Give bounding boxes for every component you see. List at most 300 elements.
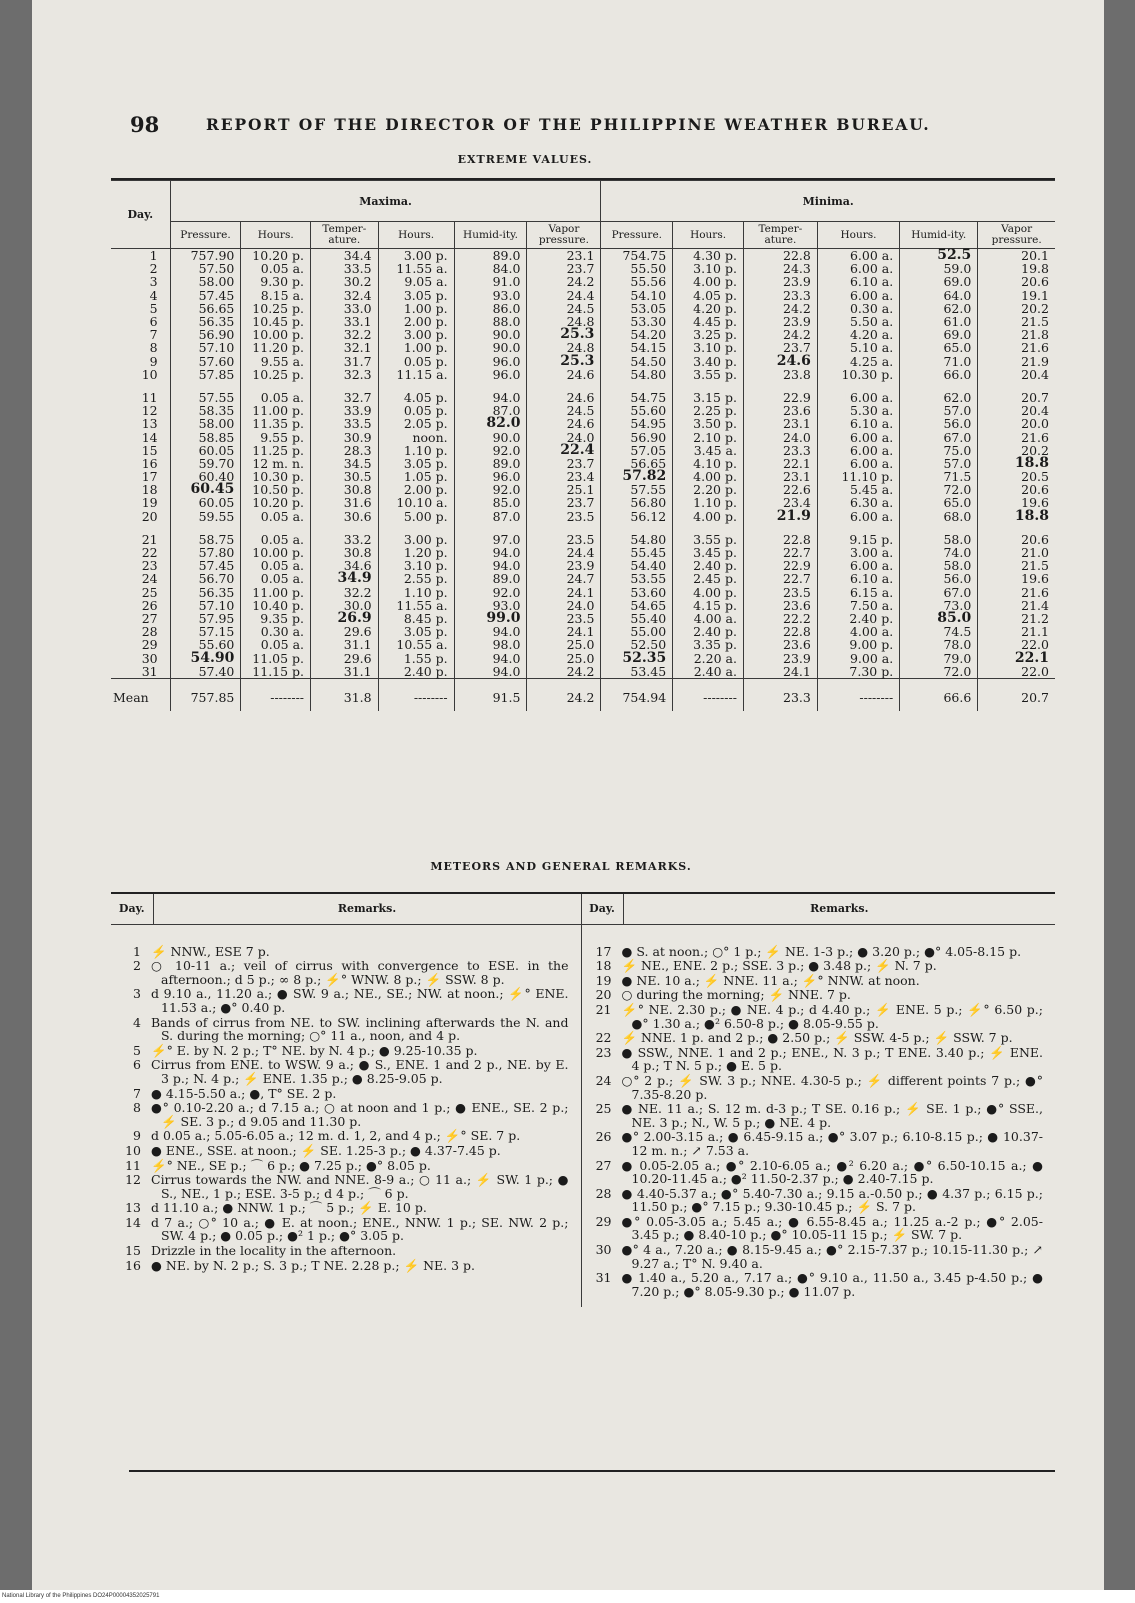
value-cell: 53.45 xyxy=(601,665,673,679)
remark-entry xyxy=(582,1159,1056,1186)
value-cell: 22.7 xyxy=(743,546,817,559)
value-cell: 23.9 xyxy=(527,559,601,572)
value-cell: 97.0 xyxy=(454,533,527,546)
remark-day: 8 xyxy=(133,1100,141,1116)
value-cell: 22.0 xyxy=(978,638,1055,651)
value-cell: 1.55 p. xyxy=(378,651,454,664)
value-cell: 25.0 xyxy=(527,651,601,664)
extreme-values-table xyxy=(111,180,1055,711)
remark-entry xyxy=(111,987,581,1014)
value-cell: 23.7 xyxy=(527,457,601,470)
remark-entry xyxy=(582,1271,1056,1298)
value-cell: 11.15 p. xyxy=(241,665,311,679)
value-cell: 55.60 xyxy=(601,404,673,417)
value-cell: 58.00 xyxy=(170,417,241,430)
value-cell: 10.25 p. xyxy=(241,368,311,391)
value-cell: 33.9 xyxy=(311,404,379,417)
value-cell: 24.6 xyxy=(527,391,601,404)
value-cell: 23.4 xyxy=(743,496,817,509)
remarks-table xyxy=(111,894,1055,1307)
value-cell: 23.6 xyxy=(743,599,817,612)
value-cell: 64.0 xyxy=(900,289,978,302)
value-cell: 57.95 xyxy=(170,612,241,625)
value-cell: 10.20 p. xyxy=(241,249,311,263)
value-cell: 60.40 xyxy=(170,470,241,483)
value-cell: 54.80 xyxy=(601,368,673,391)
value-cell: 23.3 xyxy=(743,444,817,457)
value-cell: 4.05 p. xyxy=(673,289,744,302)
table-row xyxy=(111,599,1055,612)
table-row xyxy=(111,355,1055,368)
value-cell: 65.0 xyxy=(900,341,978,354)
scan-footer-bar xyxy=(0,1590,1135,1603)
remark-day: 12 xyxy=(125,1172,141,1188)
value-cell: 10.20 p. xyxy=(241,496,311,509)
day-cell: 6 xyxy=(149,314,158,330)
value-cell: 7.30 p. xyxy=(817,665,899,679)
value-cell: 25.1 xyxy=(527,483,601,496)
day-cell: 18 xyxy=(141,482,158,498)
value-cell: 2.00 p. xyxy=(378,315,454,328)
day-cell: 24 xyxy=(141,571,158,587)
value-cell: 32.3 xyxy=(311,368,379,391)
value-cell: 87.0 xyxy=(454,510,527,533)
value-cell: 24.8 xyxy=(527,341,601,354)
remark-entry xyxy=(582,974,1056,988)
value-cell: 31.7 xyxy=(311,355,379,368)
value-cell: 67.0 xyxy=(900,430,978,443)
value-cell: 20.5 xyxy=(978,470,1055,483)
value-cell: 96.0 xyxy=(454,355,527,368)
value-cell: 24.0 xyxy=(527,430,601,443)
value-cell: 19.8 xyxy=(978,262,1055,275)
value-cell: 30.8 xyxy=(311,483,379,496)
value-cell: 59.55 xyxy=(170,510,241,533)
value-cell: 52.35 xyxy=(601,651,673,664)
value-cell: 57.50 xyxy=(170,262,241,275)
remark-entry xyxy=(111,1044,581,1058)
value-cell: 24.5 xyxy=(527,302,601,315)
remark-day: 27 xyxy=(595,1157,612,1173)
value-cell: 55.40 xyxy=(601,612,673,625)
column-header: Pressure. xyxy=(601,222,673,249)
value-cell: 23.7 xyxy=(527,262,601,275)
value-cell: 3.00 p. xyxy=(378,533,454,546)
value-cell: 0.05 a. xyxy=(241,533,311,546)
value-cell: 20.4 xyxy=(978,368,1055,391)
value-cell: 84.0 xyxy=(454,262,527,275)
maxima-header: Maxima. xyxy=(170,181,601,222)
value-cell: 23.1 xyxy=(743,470,817,483)
value-cell: 10.50 p. xyxy=(241,483,311,496)
value-cell: 23.5 xyxy=(527,510,601,533)
remarks-day-header-right: Day. xyxy=(581,894,623,924)
mean-value: 754.94 xyxy=(601,678,673,711)
value-cell: 18.8 xyxy=(978,457,1055,470)
page-number: 98 xyxy=(130,112,160,137)
remark-entry xyxy=(111,1259,581,1273)
value-cell: 75.0 xyxy=(900,444,978,457)
value-cell: 71.5 xyxy=(900,470,978,483)
value-cell: 30.9 xyxy=(311,430,379,443)
day-cell: 22 xyxy=(141,545,158,561)
value-cell: 0.30 a. xyxy=(241,625,311,638)
day-cell: 30 xyxy=(141,650,158,666)
value-cell: 4.20 p. xyxy=(673,302,744,315)
value-cell: 10.45 p. xyxy=(241,315,311,328)
value-cell: 20.6 xyxy=(978,533,1055,546)
remark-entry xyxy=(111,1144,581,1158)
value-cell: 0.05 a. xyxy=(241,391,311,404)
remark-text: ○ during the morning; ⚡ NNE. 7 p. xyxy=(621,987,851,1003)
day-cell: 16 xyxy=(141,455,158,471)
day-cell: 19 xyxy=(141,495,158,511)
value-cell: 1.05 p. xyxy=(378,470,454,483)
remark-day: 16 xyxy=(125,1257,141,1273)
column-header: Pressure. xyxy=(170,222,241,249)
value-cell: 2.40 p. xyxy=(378,665,454,679)
value-cell: 5.10 a. xyxy=(817,341,899,354)
remark-day: 11 xyxy=(125,1157,141,1173)
value-cell: 21.6 xyxy=(978,341,1055,354)
remark-day: 7 xyxy=(133,1085,141,1101)
value-cell: 21.4 xyxy=(978,599,1055,612)
value-cell: 55.45 xyxy=(601,546,673,559)
remark-day: 23 xyxy=(595,1044,612,1060)
value-cell: 3.35 p. xyxy=(673,638,744,651)
column-header: Hours. xyxy=(817,222,899,249)
value-cell: 21.9 xyxy=(978,355,1055,368)
value-cell: 3.45 a. xyxy=(673,444,744,457)
day-cell: 29 xyxy=(141,637,158,653)
mean-value: 66.6 xyxy=(900,678,978,711)
remark-entry xyxy=(111,959,581,986)
remark-text: ● 0.05-2.05 a.; ●° 2.10-6.05 a.; ●² 6.20 a.; ●° 6.50-10.15 a.; ● 10.20-11.45 a.; ●² 11.50-2.37 p.; ● 2.40-7.15 p. xyxy=(621,1157,1043,1187)
remark-day: 2 xyxy=(133,958,141,974)
value-cell: 10.40 p. xyxy=(241,599,311,612)
remark-entry xyxy=(582,959,1056,973)
remark-entry xyxy=(111,1173,581,1200)
value-cell: 23.9 xyxy=(743,275,817,288)
remark-text: d 9.10 a., 11.20 a.; ● SW. 9 a.; NE., SE.; NW. at noon.; ⚡° ENE. 11.53 a.; ●° 0.40 p. xyxy=(151,986,569,1015)
value-cell: 0.05 p. xyxy=(378,404,454,417)
value-cell: 98.0 xyxy=(454,638,527,651)
value-cell: 60.45 xyxy=(170,483,241,496)
column-header: Hours. xyxy=(673,222,744,249)
day-cell: 28 xyxy=(141,624,158,640)
value-cell: 6.10 a. xyxy=(817,275,899,288)
value-cell: 30.6 xyxy=(311,510,379,533)
remark-entry xyxy=(111,1016,581,1043)
value-cell: 4.45 p. xyxy=(673,315,744,328)
value-cell: 2.20 p. xyxy=(673,483,744,496)
value-cell: 30.8 xyxy=(311,546,379,559)
value-cell: 22.6 xyxy=(743,483,817,496)
value-cell: 56.0 xyxy=(900,572,978,585)
remark-day: 26 xyxy=(595,1129,612,1145)
value-cell: 31.6 xyxy=(311,496,379,509)
value-cell: 54.80 xyxy=(601,533,673,546)
value-cell: 69.0 xyxy=(900,328,978,341)
value-cell: 2.40 p. xyxy=(673,625,744,638)
value-cell: 60.05 xyxy=(170,496,241,509)
remark-day: 10 xyxy=(125,1142,141,1158)
value-cell: 29.6 xyxy=(311,651,379,664)
table-row xyxy=(111,275,1055,288)
table-row xyxy=(111,533,1055,546)
value-cell: 90.0 xyxy=(454,430,527,443)
value-cell: 23.1 xyxy=(743,417,817,430)
value-cell: 82.0 xyxy=(454,417,527,430)
value-cell: 65.0 xyxy=(900,496,978,509)
value-cell: 57.85 xyxy=(170,368,241,391)
value-cell: 1.10 p. xyxy=(673,496,744,509)
value-cell: 2.25 p. xyxy=(673,404,744,417)
value-cell: 31.1 xyxy=(311,638,379,651)
value-cell: 3.25 p. xyxy=(673,328,744,341)
value-cell: 54.75 xyxy=(601,391,673,404)
remark-entry xyxy=(111,1201,581,1215)
value-cell: 58.75 xyxy=(170,533,241,546)
value-cell: 74.0 xyxy=(900,546,978,559)
value-cell: 56.65 xyxy=(601,457,673,470)
value-cell: noon. xyxy=(378,430,454,443)
value-cell: 1.10 p. xyxy=(378,586,454,599)
remark-text: ⚡° E. by N. 2 p.; T° NE. by N. 4 p.; ● 9.25-10.35 p. xyxy=(151,1042,478,1058)
value-cell: 22.8 xyxy=(743,533,817,546)
remarks-header-right: Remarks. xyxy=(623,894,1055,924)
value-cell: 23.5 xyxy=(527,533,601,546)
value-cell: 96.0 xyxy=(454,368,527,391)
value-cell: 4.00 p. xyxy=(673,470,744,483)
value-cell: 88.0 xyxy=(454,315,527,328)
remarks-day-header-left: Day. xyxy=(111,894,153,924)
value-cell: 6.00 a. xyxy=(817,289,899,302)
value-cell: 4.00 a. xyxy=(817,625,899,638)
value-cell: 92.0 xyxy=(454,444,527,457)
value-cell: 68.0 xyxy=(900,510,978,533)
value-cell: 24.8 xyxy=(527,315,601,328)
value-cell: 12 m. n. xyxy=(241,457,311,470)
value-cell: 69.0 xyxy=(900,275,978,288)
value-cell: 0.05 a. xyxy=(241,262,311,275)
value-cell: 2.40 p. xyxy=(817,612,899,625)
value-cell: 57.10 xyxy=(170,341,241,354)
value-cell: 9.00 p. xyxy=(817,638,899,651)
value-cell: 11.00 p. xyxy=(241,404,311,417)
value-cell: 6.30 a. xyxy=(817,496,899,509)
column-header: Hours. xyxy=(378,222,454,249)
remark-text: d 7 a.; ○° 10 a.; ● E. at noon.; ENE., NNW. 1 p.; SE. NW. 2 p.; SW. 4 p.; ● 0.05 p.; ●² 1 p.; ●° 3.05 p. xyxy=(151,1214,569,1244)
value-cell: 58.85 xyxy=(170,430,241,443)
remark-text: ○ 10-11 a.; veil of cirrus with convergence to ESE. in the afternoon.; d 5 p.; ∞ 8 p.; ⚡° WNW. 8 p.; ⚡ SSW. 8 p. xyxy=(151,958,569,987)
value-cell: 55.56 xyxy=(601,275,673,288)
remark-day: 13 xyxy=(125,1200,141,1216)
value-cell: 72.0 xyxy=(900,483,978,496)
remark-entry xyxy=(582,1130,1056,1157)
value-cell: 53.05 xyxy=(601,302,673,315)
value-cell: 34.9 xyxy=(311,572,379,585)
value-cell: 3.05 p. xyxy=(378,289,454,302)
value-cell: 94.0 xyxy=(454,391,527,404)
remark-text: ⚡° NE. 2.30 p.; ● NE. 4 p.; d 4.40 p.; ⚡ ENE. 5 p.; ⚡° 6.50 p.; ●° 1.30 a.; ●² 6.50-8 p.; ● 8.05-9.55 p. xyxy=(621,1001,1043,1031)
value-cell: 25.0 xyxy=(527,638,601,651)
value-cell: 73.0 xyxy=(900,599,978,612)
value-cell: 89.0 xyxy=(454,572,527,585)
value-cell: 24.1 xyxy=(527,586,601,599)
value-cell: 8.45 p. xyxy=(378,612,454,625)
value-cell: 3.00 p. xyxy=(378,249,454,263)
value-cell: 93.0 xyxy=(454,599,527,612)
table-row xyxy=(111,612,1055,625)
column-header: Humid-ity. xyxy=(900,222,978,249)
day-cell: 10 xyxy=(141,366,158,382)
value-cell: 30.0 xyxy=(311,599,379,612)
value-cell: 74.5 xyxy=(900,625,978,638)
remark-entry xyxy=(582,1102,1056,1129)
value-cell: 24.0 xyxy=(527,599,601,612)
value-cell: 58.35 xyxy=(170,404,241,417)
table-row xyxy=(111,302,1055,315)
value-cell: 58.0 xyxy=(900,533,978,546)
table-row xyxy=(111,510,1055,533)
remark-text: ⚡ NE., ENE. 2 p.; SSE. 3 p.; ● 3.48 p.; ⚡ N. 7 p. xyxy=(621,958,937,974)
value-cell: 24.1 xyxy=(743,665,817,679)
document-page xyxy=(32,0,1104,1590)
mean-label: Mean xyxy=(111,678,170,711)
value-cell: 2.40 p. xyxy=(673,559,744,572)
remark-day: 28 xyxy=(595,1185,612,1201)
remark-entry xyxy=(111,1216,581,1243)
value-cell: 78.0 xyxy=(900,638,978,651)
value-cell: 89.0 xyxy=(454,457,527,470)
value-cell: 25.3 xyxy=(527,328,601,341)
remark-day: 14 xyxy=(125,1214,141,1230)
remark-day: 3 xyxy=(133,986,141,1002)
table-row xyxy=(111,444,1055,457)
value-cell: 94.0 xyxy=(454,546,527,559)
value-cell: 22.8 xyxy=(743,625,817,638)
remark-text: Drizzle in the locality in the afternoon. xyxy=(151,1243,397,1259)
value-cell: 94.0 xyxy=(454,665,527,679)
remark-day: 25 xyxy=(595,1101,612,1117)
remark-entry xyxy=(111,1087,581,1101)
remark-text: ●° 0.05-3.05 a.; 5.45 a.; ● 6.55-8.45 a.; 11.25 a.-2 p.; ●° 2.05-3.45 p.; ● 8.40-10 p.; ●° 10.05-11 15 p.; ⚡ SW. 7 p. xyxy=(621,1213,1043,1243)
remark-text: ●° 4 a., 7.20 a.; ● 8.15-9.45 a.; ●° 2.15-7.37 p.; 10.15-11.30 p.; ↗ 9.27 a.; T° N. 9.40 a. xyxy=(621,1242,1043,1271)
day-cell: 15 xyxy=(141,442,158,458)
value-cell: 10.55 a. xyxy=(378,638,454,651)
remark-day: 22 xyxy=(595,1030,612,1046)
value-cell: 11.10 p. xyxy=(817,470,899,483)
table-row xyxy=(111,483,1055,496)
value-cell: 2.10 p. xyxy=(673,430,744,443)
day-cell: 12 xyxy=(141,403,158,419)
value-cell: 92.0 xyxy=(454,586,527,599)
value-cell: 54.20 xyxy=(601,328,673,341)
value-cell: 92.0 xyxy=(454,483,527,496)
value-cell: 9.55 p. xyxy=(241,430,311,443)
value-cell: 3.00 a. xyxy=(817,546,899,559)
value-cell: 29.6 xyxy=(311,625,379,638)
remark-text: ○° 2 p.; ⚡ SW. 3 p.; NNE. 4.30-5 p.; ⚡ different points 7 p.; ●° 7.35-8.20 p. xyxy=(621,1072,1043,1102)
remark-day: 21 xyxy=(595,1001,612,1017)
remark-day: 4 xyxy=(133,1014,141,1030)
value-cell: 6.10 a. xyxy=(817,417,899,430)
value-cell: 4.20 a. xyxy=(817,328,899,341)
table-row xyxy=(111,496,1055,509)
value-cell: 4.25 a. xyxy=(817,355,899,368)
value-cell: 6.00 a. xyxy=(817,444,899,457)
value-cell: 9.30 p. xyxy=(241,275,311,288)
value-cell: 9.55 a. xyxy=(241,355,311,368)
value-cell: 57.55 xyxy=(601,483,673,496)
value-cell: 1.00 p. xyxy=(378,302,454,315)
day-cell: 25 xyxy=(141,584,158,600)
remark-day: 17 xyxy=(595,943,612,959)
value-cell: 23.6 xyxy=(743,638,817,651)
value-cell: 10.00 p. xyxy=(241,546,311,559)
remark-entry xyxy=(111,1159,581,1173)
remark-text: Bands of cirrus from NE. to SW. inclining afterwards the N. and S. during the morning; ○° 11 a., noon, and 4 p. xyxy=(151,1014,569,1044)
value-cell: 32.7 xyxy=(311,391,379,404)
value-cell: 20.1 xyxy=(978,249,1055,263)
value-cell: 23.3 xyxy=(743,289,817,302)
table-row xyxy=(111,249,1055,263)
value-cell: 22.0 xyxy=(978,665,1055,679)
remark-day: 29 xyxy=(595,1213,612,1229)
value-cell: 1.00 p. xyxy=(378,341,454,354)
value-cell: 56.70 xyxy=(170,572,241,585)
remark-text: ● 4.40-5.37 a.; ●° 5.40-7.30 a.; 9.15 a.-0.50 p.; ● 4.37 p.; 6.15 p.; 11.50 p.; ●° 7.15 p.; 9.30-10.45 p.; ⚡ S. 7 p. xyxy=(621,1185,1043,1215)
value-cell: 6.00 a. xyxy=(817,510,899,533)
table-row xyxy=(111,546,1055,559)
remark-entry xyxy=(111,1101,581,1128)
value-cell: 93.0 xyxy=(454,289,527,302)
value-cell: 33.5 xyxy=(311,262,379,275)
value-cell: 19.1 xyxy=(978,289,1055,302)
value-cell: 6.00 a. xyxy=(817,391,899,404)
day-cell: 13 xyxy=(141,416,158,432)
value-cell: 24.3 xyxy=(743,262,817,275)
value-cell: 23.7 xyxy=(527,496,601,509)
table-row xyxy=(111,328,1055,341)
value-cell: 20.6 xyxy=(978,275,1055,288)
value-cell: 33.2 xyxy=(311,533,379,546)
value-cell: 21.8 xyxy=(978,328,1055,341)
value-cell: 6.00 a. xyxy=(817,457,899,470)
value-cell: 20.2 xyxy=(978,444,1055,457)
value-cell: 89.0 xyxy=(454,249,527,263)
value-cell: 31.1 xyxy=(311,665,379,679)
value-cell: 6.00 a. xyxy=(817,262,899,275)
day-cell: 23 xyxy=(141,558,158,574)
value-cell: 5.45 a. xyxy=(817,483,899,496)
value-cell: 23.5 xyxy=(527,612,601,625)
value-cell: 21.5 xyxy=(978,315,1055,328)
value-cell: 34.5 xyxy=(311,457,379,470)
value-cell: 96.0 xyxy=(454,470,527,483)
value-cell: 757.90 xyxy=(170,249,241,263)
page-header xyxy=(130,112,1070,140)
value-cell: 55.50 xyxy=(601,262,673,275)
remark-text: Cirrus towards the NW. and NNE. 8-9 a.; ○ 11 a.; ⚡ SW. 1 p.; ● S., NE., 1 p.; ESE. 3-5 p.; d 4 p.; ⌒ 6 p. xyxy=(151,1172,569,1201)
remark-entry xyxy=(582,1031,1056,1045)
remark-day: 1 xyxy=(133,943,141,959)
mean-value: 24.2 xyxy=(527,678,601,711)
value-cell: 52.5 xyxy=(900,249,978,263)
remark-text: ● S. at noon.; ○° 1 p.; ⚡ NE. 1-3 p.; ● 3.20 p.; ●° 4.05-8.15 p. xyxy=(621,943,1022,959)
table-row xyxy=(111,572,1055,585)
